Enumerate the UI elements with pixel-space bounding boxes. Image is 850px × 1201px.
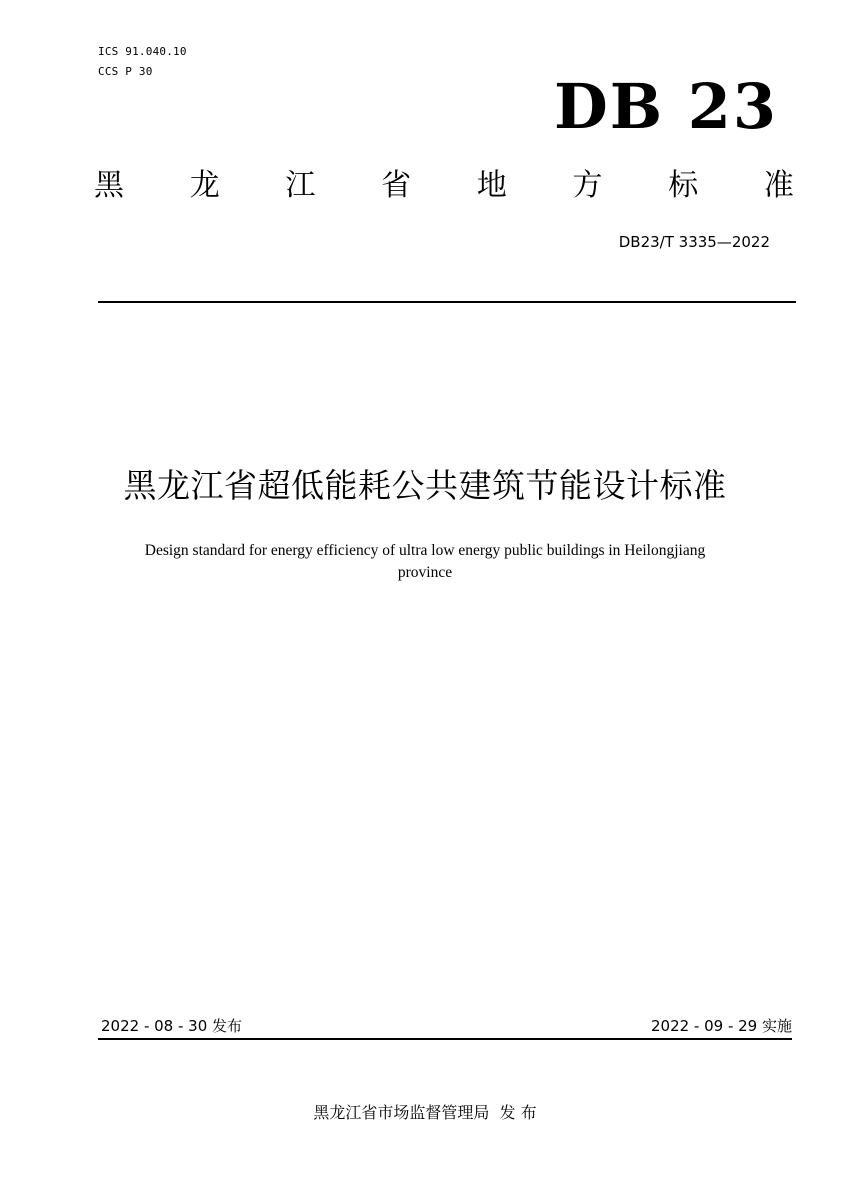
standard-type-char: 方 [572, 168, 603, 203]
standard-type-heading [94, 164, 794, 208]
ics-code: ICS 91.040.10 [98, 45, 187, 58]
implementation-date: 2022 - 09 - 29 实施 [650, 1017, 792, 1035]
top-divider [98, 301, 796, 303]
db-mark: DB 23 [553, 70, 778, 143]
standard-number: DB23/T 3335—2022 [618, 233, 770, 251]
bottom-divider [98, 1038, 792, 1040]
standard-type-char: 江 [285, 168, 316, 203]
issue-date: 2022 - 08 - 30 发布 [101, 1017, 243, 1035]
title-english: Design standard for energy efficiency of ultra low energy public buildings in Heilongjiang province [144, 542, 706, 581]
standard-type-char: 龙 [189, 168, 220, 203]
standard-type-char: 地 [476, 168, 507, 203]
standard-type-char: 黑 [94, 168, 124, 203]
title-chinese: 黑龙江省超低能耗公共建筑节能设计标准 [123, 466, 727, 505]
standard-type-char: 省 [381, 168, 412, 203]
standard-type-char: 准 [763, 168, 794, 203]
standard-type-char: 标 [668, 168, 699, 203]
ccs-code: CCS P 30 [98, 65, 153, 78]
publisher: 黑龙江省市场监督管理局 发 布 [313, 1103, 537, 1122]
